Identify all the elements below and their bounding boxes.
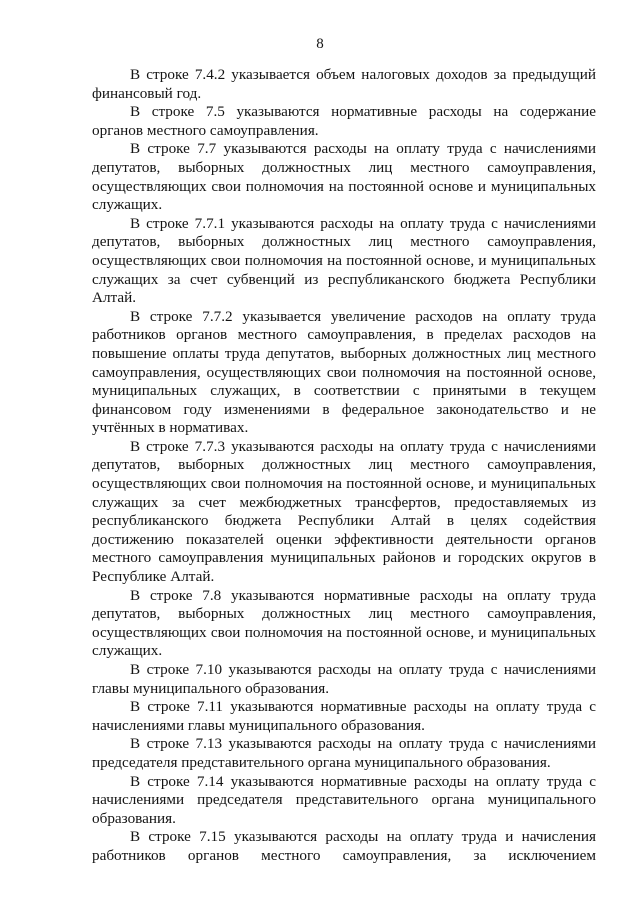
paragraph-row-7-4-2: В строке 7.4.2 указывается объем налоговых доходов за предыдущий финансовый год.: [92, 66, 596, 102]
paragraph-row-7-8: В строке 7.8 указываются нормативные расходы на оплату труда депутатов, выборных должностных лиц местного самоуправления, осуществляющих свои полномочия на постоянной основе, и муниципальных служащих.: [92, 586, 596, 660]
paragraph-row-7-7-3: В строке 7.7.3 указываются расходы на оплату труда с начислениями депутатов, выборных должностных лиц местного самоуправления, осуществляющих свои полномочия на постоянной основе, и муниципальных служащих за счет межбюджетных трансфертов, предоставляемых из республиканского бюджета Республики Алтай в целях содействия достижению показателей оценки эффективности деятельности органов местного самоуправления муниципальных районов и городских округов в Республике Алтай.: [92, 437, 596, 586]
paragraph-row-7-7: В строке 7.7 указываются расходы на оплату труда с начислениями депутатов, выборных должностных лиц местного самоуправления, осуществляющих свои полномочия на постоянной основе и муниципальных служащих.: [92, 140, 596, 214]
paragraph-row-7-13: В строке 7.13 указываются расходы на оплату труда с начислениями председателя представительного органа муниципального образования.: [92, 735, 596, 771]
paragraph-row-7-11: В строке 7.11 указываются нормативные расходы на оплату труда с начислениями главы муниципального образования.: [92, 698, 596, 734]
paragraph-row-7-5: В строке 7.5 указываются нормативные расходы на содержание органов местного самоуправления.: [92, 103, 596, 139]
paragraph-row-7-14: В строке 7.14 указываются нормативные расходы на оплату труда с начислениями председателя представительного органа муниципального образования.: [92, 772, 596, 827]
paragraph-row-7-7-1: В строке 7.7.1 указываются расходы на оплату труда с начислениями депутатов, выборных должностных лиц местного самоуправления, осуществляющих свои полномочия на постоянной основе, и муниципальных служащих за счет субвенций из республиканского бюджета Республики Алтай.: [92, 214, 596, 307]
document-body: [92, 66, 596, 866]
paragraph-row-7-15: В строке 7.15 указываются расходы на оплату труда и начисления работников органов местного самоуправления, за исключением: [92, 828, 596, 864]
page-number: 8: [316, 36, 324, 52]
paragraph-row-7-10: В строке 7.10 указываются расходы на оплату труда с начислениями главы муниципального образования.: [92, 661, 596, 697]
paragraph-row-7-7-2: В строке 7.7.2 указывается увеличение расходов на оплату труда работников органов местного самоуправления, в пределах расходов на повышение оплаты труда депутатов, выборных должностных лиц местного самоуправления, осуществляющих свои полномочия на постоянной основе, муниципальных служащих, в соответствии с принятыми в текущем финансовом году изменениями в федеральное законодательство и не учтённых в нормативах.: [92, 307, 596, 437]
